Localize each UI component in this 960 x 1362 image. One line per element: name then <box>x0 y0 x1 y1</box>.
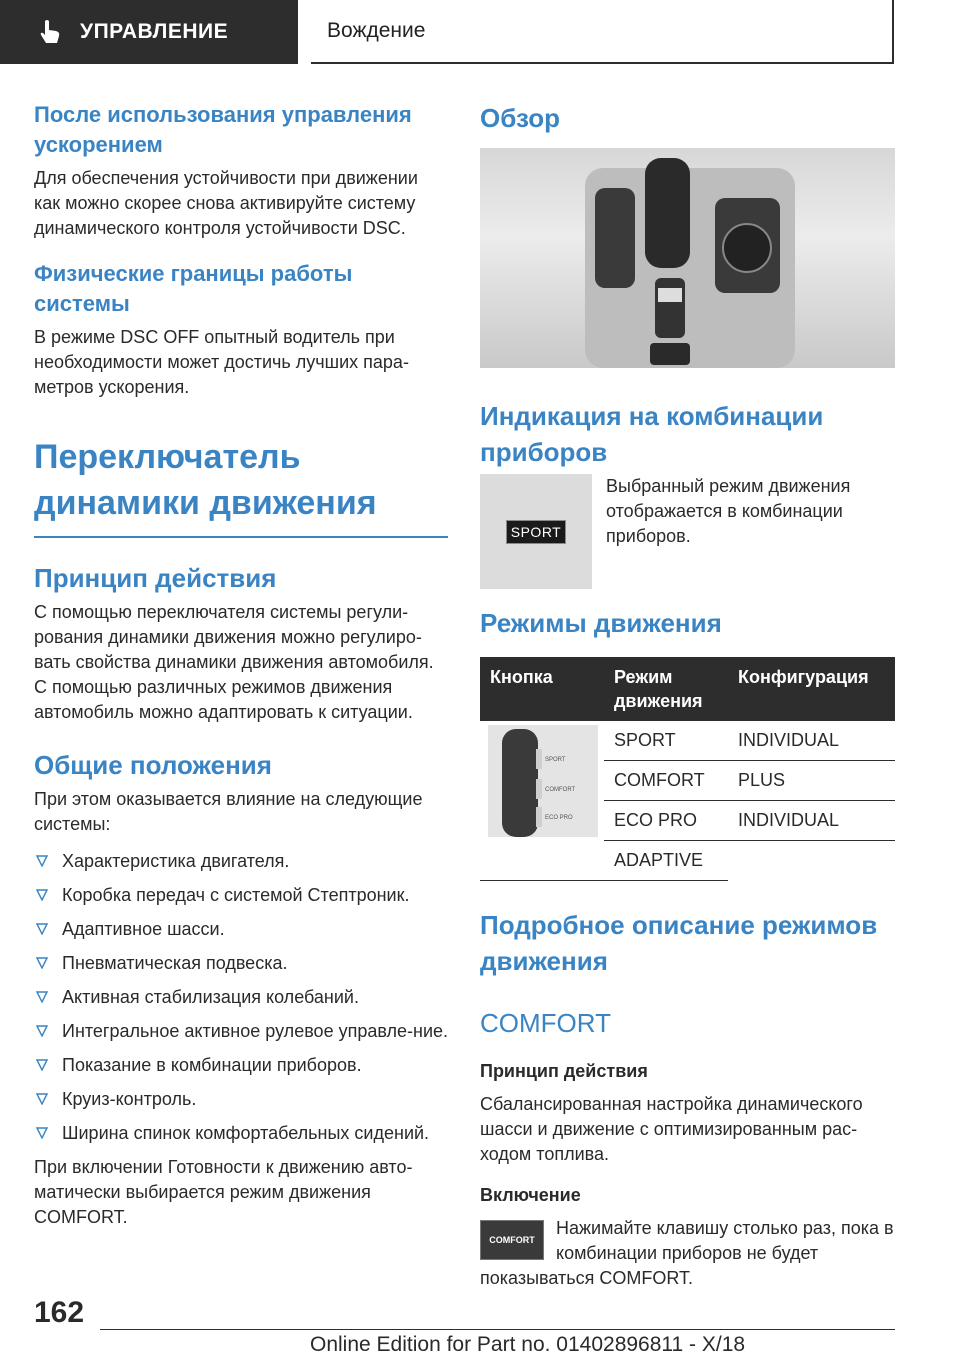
switch-label-comfort: COMFORT <box>545 787 576 793</box>
mode-cell: ECO PRO <box>604 801 728 841</box>
config-cell: PLUS <box>728 761 895 801</box>
mode-switch-illustration <box>480 721 604 841</box>
comfort-heading: COMFORT <box>480 1008 611 1038</box>
list-item: Коробка передач с системой Стептроник. <box>34 883 448 908</box>
comfort-text: Сбалансированная настройка динамического шасси и движение с оптимизированным рас-ходом топлива. <box>480 1094 863 1164</box>
triangle-bullet-icon <box>36 923 48 935</box>
footer-rule <box>100 1329 895 1330</box>
triangle-bullet-icon <box>36 889 48 901</box>
sport-badge: SPORT <box>506 520 566 544</box>
section-tab <box>0 0 298 64</box>
modes-heading: Режимы движения <box>480 608 722 638</box>
chapter-tab <box>311 0 894 64</box>
after-use-text: Для обеспечения устойчивости при движении как можно скорее снова активируйте систему динамического контроля устойчивости DSC. <box>34 168 418 238</box>
cluster-heading: Индикация на комбинации приборов <box>480 401 824 467</box>
switch-label-eco-pro: ECO PRO <box>545 815 573 821</box>
pointing-hand-icon <box>36 18 64 46</box>
triangle-bullet-icon <box>36 1093 48 1105</box>
closing-text: При включении Готовности к движению авто-матически выбирается режим движения COMFORT. <box>34 1157 413 1227</box>
table-header-row <box>480 657 895 721</box>
mode-cell: COMFORT <box>604 761 728 801</box>
list-item: Показание в комбинации приборов. <box>34 1053 448 1078</box>
right-column <box>480 100 895 1291</box>
driving-modes-table <box>480 657 895 881</box>
limits-text: В режиме DSC OFF опытный водитель при необходимости может достичь лучших пара-метров ускорения. <box>34 327 409 397</box>
triangle-bullet-icon <box>36 1059 48 1071</box>
triangle-bullet-icon <box>36 957 48 969</box>
general-text: При этом оказывается влияние на следующие системы: <box>34 789 423 834</box>
after-use-heading: После использования управления ускорением <box>34 102 412 157</box>
cluster-display-thumb <box>480 474 592 589</box>
chapter-label: Вождение <box>327 19 426 42</box>
overview-heading: Обзор <box>480 103 560 133</box>
table-row <box>480 721 895 761</box>
comfort-principle-heading: Принцип действия <box>480 1061 648 1081</box>
center-console-photo <box>480 148 895 368</box>
left-column <box>34 100 448 1230</box>
config-cell <box>728 841 895 881</box>
triangle-bullet-icon <box>36 855 48 867</box>
page-header <box>0 0 960 66</box>
systems-list <box>34 849 448 1146</box>
list-item: Характеристика двигателя. <box>34 849 448 874</box>
column-header: Режим движения <box>604 657 728 721</box>
list-item: Интегральное активное рулевое управле-ние. <box>34 1019 448 1044</box>
limits-heading: Физические границы работы системы <box>34 261 353 316</box>
list-item: Круиз-контроль. <box>34 1087 448 1112</box>
section-label: УПРАВЛЕНИЕ <box>80 20 229 43</box>
triangle-bullet-icon <box>36 991 48 1003</box>
page-number: 162 <box>34 1296 85 1329</box>
triangle-bullet-icon <box>36 1127 48 1139</box>
list-item: Активная стабилизация колебаний. <box>34 985 448 1010</box>
edition-text: Online Edition for Part no. 01402896811 - X/18 <box>310 1333 746 1356</box>
cluster-text: Выбранный режим движения отображается в комбинации приборов. <box>606 476 851 546</box>
switch-label-sport: SPORT <box>545 757 566 763</box>
general-heading: Общие положения <box>34 750 272 780</box>
comfort-badge: COMFORT <box>489 1235 535 1245</box>
column-header: Кнопка <box>480 657 604 721</box>
list-item: Адаптивное шасси. <box>34 917 448 942</box>
column-header: Конфигурация <box>728 657 895 721</box>
list-item: Пневматическая подвеска. <box>34 951 448 976</box>
main-heading: Переключатель динамики движения <box>34 438 377 522</box>
mode-cell: ADAPTIVE <box>604 841 728 881</box>
comfort-button-image <box>480 1220 544 1260</box>
activation-heading: Включение <box>480 1185 581 1205</box>
list-item: Ширина спинок комфортабельных сидений. <box>34 1121 448 1146</box>
config-cell: INDIVIDUAL <box>728 801 895 841</box>
details-heading: Подробное описание режимов движения <box>480 910 878 976</box>
mode-switch-image-cell <box>480 721 604 881</box>
gear-selector-illustration <box>480 148 895 368</box>
activation-text: Нажимайте клавишу столько раз, пока в комбинации приборов не будет показываться COMFORT. <box>480 1218 894 1288</box>
mode-cell: SPORT <box>604 721 728 761</box>
principle-heading: Принцип действия <box>34 563 277 593</box>
principle-text: С помощью переключателя системы регули-рования динамики движения можно регулиро-вать свойства динамики движения автомобиля. С помощью различных режимов движения автомобиль можно адаптировать к ситуации. <box>34 602 434 722</box>
config-cell: INDIVIDUAL <box>728 721 895 761</box>
triangle-bullet-icon <box>36 1025 48 1037</box>
